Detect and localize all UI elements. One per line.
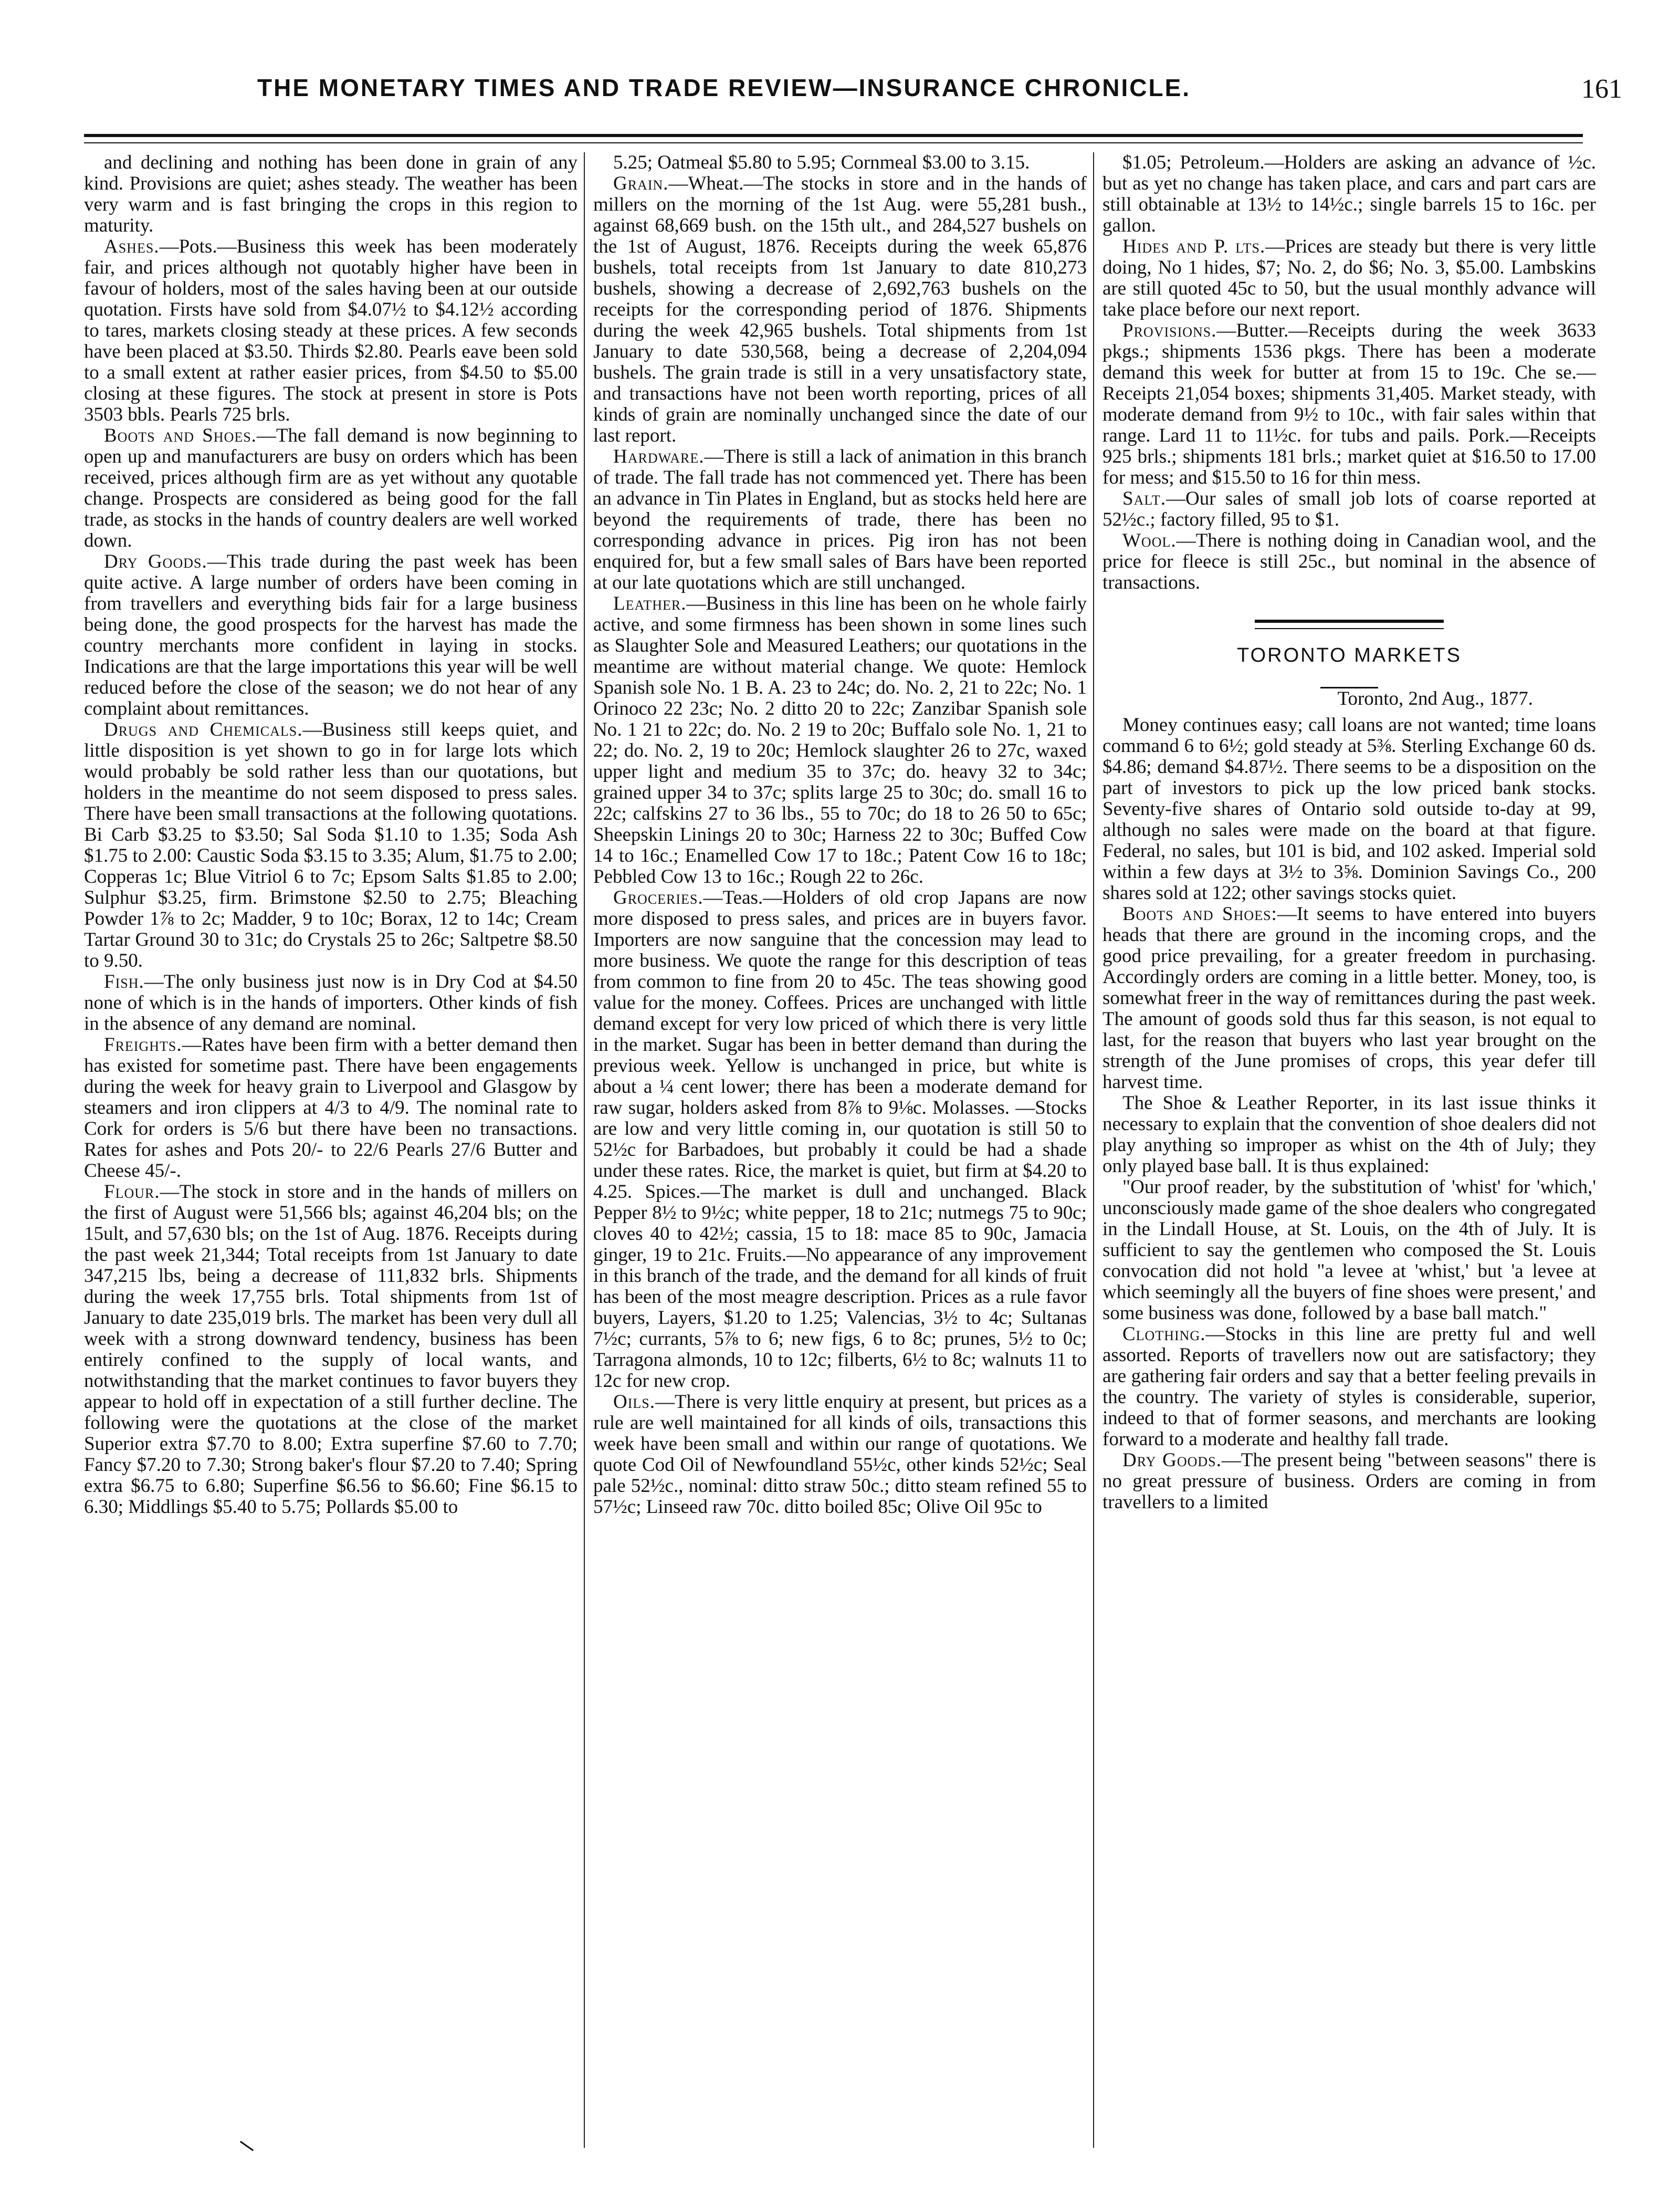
column-divider xyxy=(584,152,585,2148)
paragraph-dry-goods-toronto: Dry Goods.—The present being "between seasons" there is no great pressure of business. Orders are coming in from travellers to a limited xyxy=(1102,1449,1596,1513)
section-title: Clothing. xyxy=(1122,1323,1206,1345)
section-title: Boots and Shoes: xyxy=(1122,903,1277,925)
page-header xyxy=(84,58,1622,121)
paragraph-hides-pelts: Hides and P. lts.—Prices are steady but there is very little doing, No 1 hides, $7; No. 2, do $6; No. 3, $5.00. Lambskins are still quoted 45c to 50, but the usual monthly advance will take place before our next report. xyxy=(1102,236,1596,320)
section-heading: TORONTO MARKETS xyxy=(1237,644,1462,666)
section-title: Oils. xyxy=(613,1391,655,1413)
paragraph-clothing: Clothing.—Stocks in this line are pretty ful and well assorted. Reports of travellers now out are satisfactory; they are gathering fair orders and say that a better feeling prevails in the country. The variety of styles is considerable, superior, indeed to that of former seasons, and merchants are looking forward to a moderate and healthy fall trade. xyxy=(1102,1323,1596,1450)
section-title: Boots and Shoes. xyxy=(104,425,257,446)
section-title: Dry Goods. xyxy=(104,551,207,572)
paragraph-boots-shoes-toronto: Boots and Shoes:—It seems to have entered into buyers heads that there are ground in the incoming crops, and the good price prevailing, for a greater freedom in purchasing. Accordingly orders are coming in a little better. Money, too, is somewhat freer in the way of remittances during the past week. The amount of goods sold thus far this season, is not equal to last, for the reason that buyers who last year brought on the strength of the June promises of crops, this year defer till harvest time. xyxy=(1102,903,1596,1093)
section-title: Hardware. xyxy=(613,446,705,467)
paragraph-provisions: Provisions.—Butter.—Receipts during the week 3633 pkgs.; shipments 1536 pkgs. There has been a moderate demand this week for butter at from 15 to 19c. Che se.—Receipts 21,054 boxes; shipments 31,405. Market steady, with moderate demand from 9½ to 10c., with fair sales within that range. Lard 11 to 11½c. for tubs and pails. Pork.—Receipts 925 brls.; shipments 181 brls.; market quiet at $16.50 to 17.00 for mess; and $15.50 to 16 for thin mess. xyxy=(1102,320,1596,488)
paragraph-groceries: Groceries.—Teas.—Holders of old crop Japans are now more disposed to press sales, and prices are in buyers favor. Importers are now sanguine that the concession may lead to more business. We quote the range for this description of teas from common to fine from 20 to 45c. The teas showing good value for the money. Coffees. Prices are unchanged with little demand except for very low priced of which there is very little in the market. Sugar has been in better demand than during the previous week. Yellow is unchanged in price, but white is about a ¼ cent lower; there has been a moderate demand for raw sugar, holders asked from 8⅞ to 9⅛c. Molasses. —Stocks are low and very little coming in, our quotation is still 50 to 52½c for Barbadoes, but probably it could be had a shade under these rates. Rice, the market is quiet, but firm at $4.20 to 4.25. Spices.—The market is dull and unchanged. Black Pepper 8½ to 9½c; white pepper, 18 to 21c; nutmegs 75 to 90c; cloves 40 to 42½; cassia, 15 to 18: mace 85 to 90c, Jamacia ginger, 19 to 21c. Fruits.—No appearance of any improvement in this branch of the trade, and the demand for all kinds of fruit has been of the most meagre description. Prices as a rule favor buyers, Layers, $1.20 to 1.25; Valencias, 3½ to 4c; Sultanas 7½c; currants, 5⅞ to 6; new figs, 6 to 8c; prunes, 5½ to 0c; Tarragona almonds, 10 to 12c; filberts, 6½ to 8c; walnuts 11 to 12c for new crop. xyxy=(593,887,1087,1392)
paragraph-oils: Oils.—There is very little enquiry at present, but prices as a rule are well maintained for all kinds of oils, transactions this week have been small and within our range of quotations. We quote Cod Oil of Newfoundland 55½c, other kinds 52½c; Seal pale 52½c., nominal: ditto straw 50c.; ditto steam refined 55 to 57½c; Linseed raw 70c. ditto boiled 85c; Olive Oil 95c to xyxy=(593,1391,1087,1518)
paragraph-drugs-chemicals: Drugs and Chemicals.—Business still keeps quiet, and little disposition is yet shown to go in for large lots which would probably be sold rather less than our quotations, but holders in the meantime do not seem disposed to press sales. There have been small transactions at the following quotations. Bi Carb $3.25 to $3.50; Sal Soda $1.10 to 1.35; Soda Ash $1.75 to 2.00: Caustic Soda $3.15 to 3.35; Alum, $1.75 to 2.00; Copperas 1c; Blue Vitriol 6 to 7c; Epsom Salts $1.85 to 2.00; Sulphur $3.25, firm. Brimstone $2.50 to 2.75; Bleaching Powder 1⅞ to 2c; Madder, 9 to 10c; Borax, 12 to 14c; Cream Tartar Ground 30 to 31c; do Crystals 25 to 26c; Saltpetre $8.50 to 9.50. xyxy=(84,719,578,972)
column-3 xyxy=(1102,152,1596,2153)
section-title: Freights. xyxy=(104,1034,182,1056)
header-rule xyxy=(84,134,1583,143)
section-title: Wool. xyxy=(1122,530,1177,551)
section-divider xyxy=(1255,620,1444,629)
section-title: Groceries. xyxy=(613,887,704,908)
paragraph-hardware: Hardware.—There is still a lack of animation in this branch of trade. The fall trade has not commenced yet. There has been an advance in Tin Plates in England, but as stocks held here are beyond the requirements of trade, there has been no corresponding advance in prices. Pig iron has not been enquired for, but a few small sales of Bars have been reported at our late quotations which are still unchanged. xyxy=(593,446,1087,593)
section-title: Grain. xyxy=(613,173,669,194)
section-title: Dry Goods. xyxy=(1122,1449,1222,1471)
column-1 xyxy=(84,152,578,2153)
section-title: Leather. xyxy=(613,593,687,614)
section-title: Salt. xyxy=(1122,488,1166,509)
section-title: Drugs and Chemicals. xyxy=(104,719,303,740)
paragraph-freights: Freights.—Rates have been firm with a better demand then has existed for sometime past. There have been engagements during the week for heavy grain to Liverpool and Glasgow by steamers and iron clippers at 4/3 to 4/9. The nominal rate to Cork for orders is 5/6 but there have been no transactions. Rates for ashes and Pots 20/- to 22/6 Pearls 27/6 Butter and Cheese 45/-. xyxy=(84,1034,578,1182)
paragraph: and declining and nothing has been done in grain of any kind. Provisions are quiet; ashes steady. The weather has been very warm and is fast bringing the crops in this region to maturity. xyxy=(84,152,578,236)
paragraph: $1.05; Petroleum.—Holders are asking an advance of ½c. but as yet no change has taken place, and cars and part cars are still obtainable at 13½ to 14½c.; single barrels 15 to 16c. per gallon. xyxy=(1102,152,1596,236)
paragraph-flour: Flour.—The stock in store and in the hands of millers on the first of August were 51,566 bls; against 46,204 bls; on the 15ult, and 57,630 bls; on the 1st of Aug. 1876. Receipts during the past week 21,344; Total receipts from 1st January to date 347,215 lbs, being a decrease of 111,832 brls. Shipments during the week 17,755 brls. Total shipments from 1st of January to date 235,019 brls. The market has been very dull all week with a strong downward tendency, business has been entirely confined to the supply of local wants, and notwithstanding that the market continues to favor buyers they appear to hold off in expectation of a still further decline. The following were the quotations at the close of the market Superior extra $7.70 to 8.00; Extra superfine $7.60 to 7.70; Fancy $7.20 to 7.30; Strong baker's flour $7.20 to 7.40; Spring extra $6.75 to 6.80; Superfine $6.56 to $6.60; Fine $6.15 to 6.30; Middlings $5.40 to 5.75; Pollards $5.00 to xyxy=(84,1181,578,1518)
paragraph-fish: Fish.—The only business just now is in Dry Cod at $4.50 none of which is in the hands of importers. Other kinds of fish in the absence of any demand are nominal. xyxy=(84,971,578,1035)
paragraph-boots-shoes: Boots and Shoes.—The fall demand is now beginning to open up and manufacturers are busy on orders which has been received, prices although firm are as yet without any quotable change. Prospects are considered as being good for the fall trade, as stocks in the hands of country dealers are well worked down. xyxy=(84,425,578,551)
paragraph-grain: Grain.—Wheat.—The stocks in store and in the hands of millers on the morning of the 1st Aug. were 55,281 bush., against 68,669 bush. on the 15th ult., and 284,527 bushels on the 1st of August, 1876. Receipts during the week 65,876 bushels, total receipts from 1st January to date 810,273 bushels, showing a decrease of 2,692,763 bushels on the receipts for the corresponding period of 1876. Shipments during the week 42,965 bushels. Total shipments from 1st January to date 530,568, being a decrease of 2,204,094 bushels. The grain trade is still in a very unsatisfactory state, and transactions have not been worth reporting, prices of all kinds of grain are nominally unchanged since the date of our last report. xyxy=(593,173,1087,446)
section-title: Hides and P. lts. xyxy=(1122,236,1266,257)
double-rule xyxy=(1255,620,1444,629)
paragraph-shoe-leather-reporter: The Shoe & Leather Reporter, in its last issue thinks it necessary to explain that the convention of shoe dealers did not play anything so improper as whist on the 4th of July; they only played base ball. It is thus explained: xyxy=(1102,1092,1596,1177)
column-2 xyxy=(593,152,1087,2153)
publication-title: THE MONETARY TIMES AND TRADE REVIEW—INSURANCE CHRONICLE. xyxy=(257,74,1191,101)
paragraph-quotation: "Our proof reader, by the substitution of 'whist' for 'which,' unconsciously made game of the shoe dealers who congregated in the Lindall House, at St. Louis, on the 4th of July. It is sufficient to say the gentlemen who composed the St. Louis convocation did not hold "a levee at 'whist,' but 'a levee at which seemingly all the buyers of fine shoes were present,' and some business was done, followed by a base ball match." xyxy=(1102,1176,1596,1324)
section-title: Fish. xyxy=(104,971,144,993)
paragraph-leather: Leather.—Business in this line has been on he whole fairly active, and some firmness has been shown in some lines such as Slaughter Sole and Measured Leathers; our quotations in the meantime are without material change. We quote: Hemlock Spanish sole No. 1 B. A. 23 to 24c; do. No. 2, 21 to 22c; No. 1 Orinoco 22 23c; No. 2 ditto 20 to 22c; Zanzibar Spanish sole No. 1 21 to 22c; do. No. 2 19 to 20c; Buffalo sole No. 1, 21 to 22; do. No. 2, 19 to 20c; Hemlock slaughter 26 to 27c, waxed upper light and medium 35 to 37c; do. heavy 32 to 34c; grained upper 34 to 37c; splits large 25 to 30c; do. small 16 to 22c; calfskins 27 to 36 lbs., 55 to 70c; do 18 to 26 50 to 65c; Sheepskin Linings 20 to 30c; Harness 22 to 30c; Buffed Cow 14 to 16c.; Enamelled Cow 17 to 18c.; Patent Cow 16 to 18c; Pebbled Cow 13 to 16c.; Rough 22 to 26c. xyxy=(593,593,1087,887)
column-divider xyxy=(1093,152,1094,2148)
paragraph-money: Money continues easy; call loans are not wanted; time loans command 6 to 6½; gold steady at 5⅜. Sterling Exchange 60 ds. $4.86; demand $4.87½. There seems to be a disposition on the part of investors to pick up the low priced bank stocks. Seventy-five shares of Ontario sold outside to-day at 99, although no sales were made on the board at that figure. Federal, no sales, but 101 is bid, and 102 asked. Imperial sold within a few days at 3½ to 3⅝. Dominion Savings Co., 200 shares sold at 122; other savings stocks quiet. xyxy=(1102,714,1596,904)
paragraph-wool: Wool.—There is nothing doing in Canadian wool, and the price for fleece is still 25c., but nominal in the absence of transactions. xyxy=(1102,530,1596,593)
paragraph-salt: Salt.—Our sales of small job lots of coarse reported at 52½c.; factory filled, 95 to $1. xyxy=(1102,488,1596,530)
section-title: Ashes. xyxy=(104,236,160,257)
section-title: Flour. xyxy=(104,1181,160,1203)
paragraph-ashes: Ashes.—Pots.—Business this week has been moderately fair, and prices although not quotably higher have been in favour of holders, most of the sales having been at our outside quotation. Firsts have sold from $4.07½ to $4.12½ according to tares, markets closing steady at these prices. A few seconds have been placed at $3.50. Thirds $2.80. Pearls eave been sold to a small extent at rather easier prices, from $4.50 to $5.00 closing at these figures. The stock at present in store is Pots 3503 bbls. Pearls 725 brls. xyxy=(84,236,578,425)
paragraph-dry-goods: Dry Goods.—This trade during the past week has been quite active. A large number of orders have been coming in from travellers and everything bids fair for a large business being done, the good prospects for the harvest has made the country merchants more confident in laying in stocks. Indications are that the large importations this year will be well reduced before the close of the season; we do not hear of any complaint about remittances. xyxy=(84,551,578,719)
page-number: 161 xyxy=(1581,74,1622,104)
paragraph: 5.25; Oatmeal $5.80 to 5.95; Cornmeal $3.00 to 3.15. xyxy=(613,152,1030,173)
dateline: Toronto, 2nd Aug., 1877. xyxy=(1337,688,1533,709)
section-title: Provisions. xyxy=(1122,320,1217,341)
